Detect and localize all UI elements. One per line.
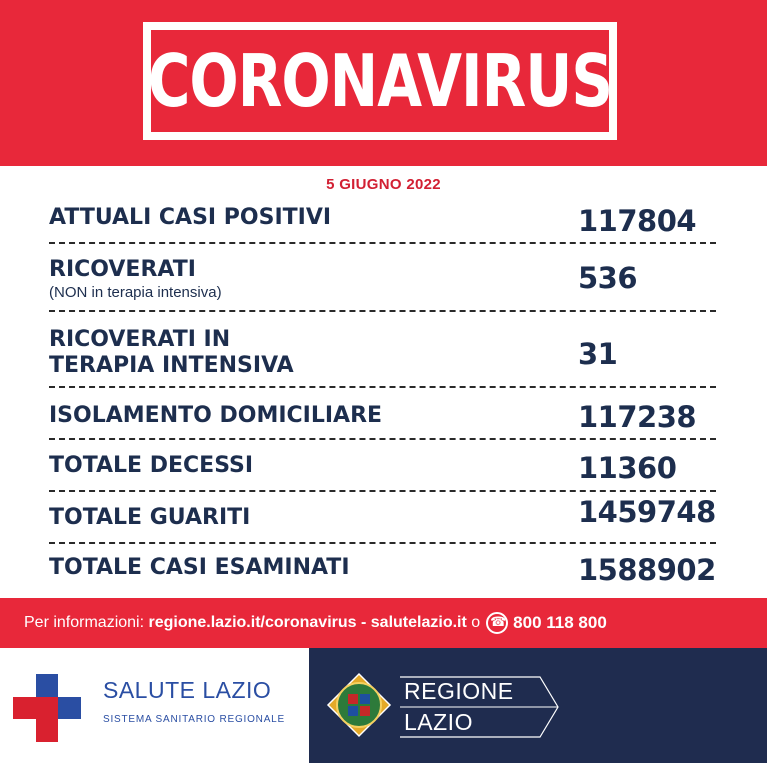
health-cross-icon <box>13 674 81 742</box>
stat-label: ATTUALI CASI POSITIVI <box>49 205 332 230</box>
stat-label: ISOLAMENTO DOMICILIARE <box>49 403 383 428</box>
stat-value: 117804 <box>578 204 697 238</box>
stat-row-positivi <box>49 200 716 244</box>
stat-label-line2: TERAPIA INTENSIVA <box>49 353 294 378</box>
phone-number[interactable]: 800 118 800 <box>513 613 607 632</box>
regione-emblem-icon <box>326 672 392 738</box>
regione-title-line2: LAZIO <box>404 709 473 735</box>
salute-lazio-subtitle: SISTEMA SANITARIO REGIONALE <box>103 714 286 725</box>
info-band <box>0 598 767 648</box>
info-or: o <box>471 614 481 631</box>
salute-lazio-title: SALUTE LAZIO <box>103 677 272 703</box>
stat-value: 11360 <box>578 451 677 485</box>
stat-label-line1: RICOVERATI IN <box>49 327 231 352</box>
stat-row-isolamento <box>49 388 716 440</box>
stat-value: 117238 <box>578 400 697 434</box>
stat-label: TOTALE GUARITI <box>49 505 251 530</box>
stat-row-ricoverati <box>49 244 716 312</box>
phone-icon <box>486 612 508 634</box>
stat-value: 536 <box>578 261 638 295</box>
stat-label: TOTALE DECESSI <box>49 453 254 478</box>
info-separator: - <box>361 614 367 631</box>
stat-label: TOTALE CASI ESAMINATI <box>49 555 350 580</box>
stat-row-guariti <box>49 492 716 544</box>
stat-row-terapia-intensiva <box>49 312 716 388</box>
stat-label: RICOVERATI <box>49 257 196 282</box>
stat-row-decessi <box>49 440 716 492</box>
stat-value: 31 <box>578 337 618 371</box>
stat-value: 1588902 <box>578 553 716 587</box>
link-salutelazio[interactable]: salutelazio.it <box>370 614 467 631</box>
stat-row-casi-esaminati <box>49 544 716 594</box>
info-prefix: Per informazioni: <box>24 614 145 631</box>
stat-value: 1459748 <box>578 495 716 529</box>
report-date: 5 GIUGNO 2022 <box>326 176 441 193</box>
stat-sublabel: (NON in terapia intensiva) <box>49 284 222 301</box>
page-title: CORONAVIRUS <box>147 38 613 124</box>
regione-title-line1: REGIONE <box>404 678 514 704</box>
title-box <box>143 22 617 140</box>
link-regione-lazio[interactable]: regione.lazio.it/coronavirus <box>148 614 357 631</box>
